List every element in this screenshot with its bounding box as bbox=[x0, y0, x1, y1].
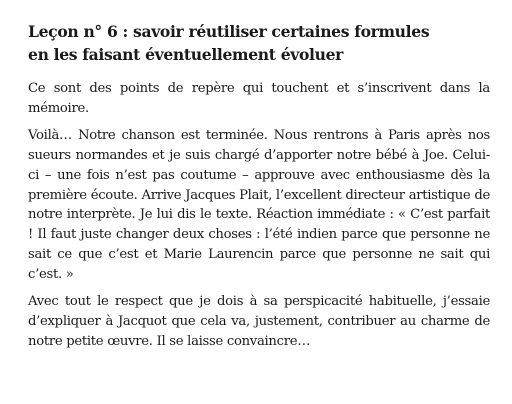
lesson-title bbox=[28, 20, 490, 66]
lesson-title-line-1: Leçon n° 6 : savoir réutiliser certaines formules bbox=[28, 22, 430, 41]
paragraph-conclusion: Avec tout le respect que je dois à sa perspicacité habituelle, j’essaie d’expliquer à Jacquot que cela va, justement, contribuer au charme de notre petite œuvre. Il se laisse convaincre… bbox=[28, 294, 490, 349]
lesson-title-line-2: en les faisant éventuellement évoluer bbox=[28, 45, 344, 64]
paragraph-story: Voilà… Notre chanson est terminée. Nous rentrons à Paris après nos sueurs normandes et je suis chargé d’apporter notre bébé à Joe. Celui-ci – une fois n’est pas coutume – approuve avec enthousiasme dès la première écoute. Arrive Jacques Plait, l’excellent directeur artistique de notre interprète. Je lui dis le texte. Réaction immédiate : « C’est parfait ! Il faut juste changer deux choses : l’été indien parce que personne ne sait ce que c’est et Marie Laurencin parce que personne ne sait qui c’est. » bbox=[28, 127, 490, 283]
paragraph-intro: Ce sont des points de repère qui touchent et s’inscrivent dans la mémoire. bbox=[28, 81, 490, 116]
document-page bbox=[28, 20, 490, 359]
